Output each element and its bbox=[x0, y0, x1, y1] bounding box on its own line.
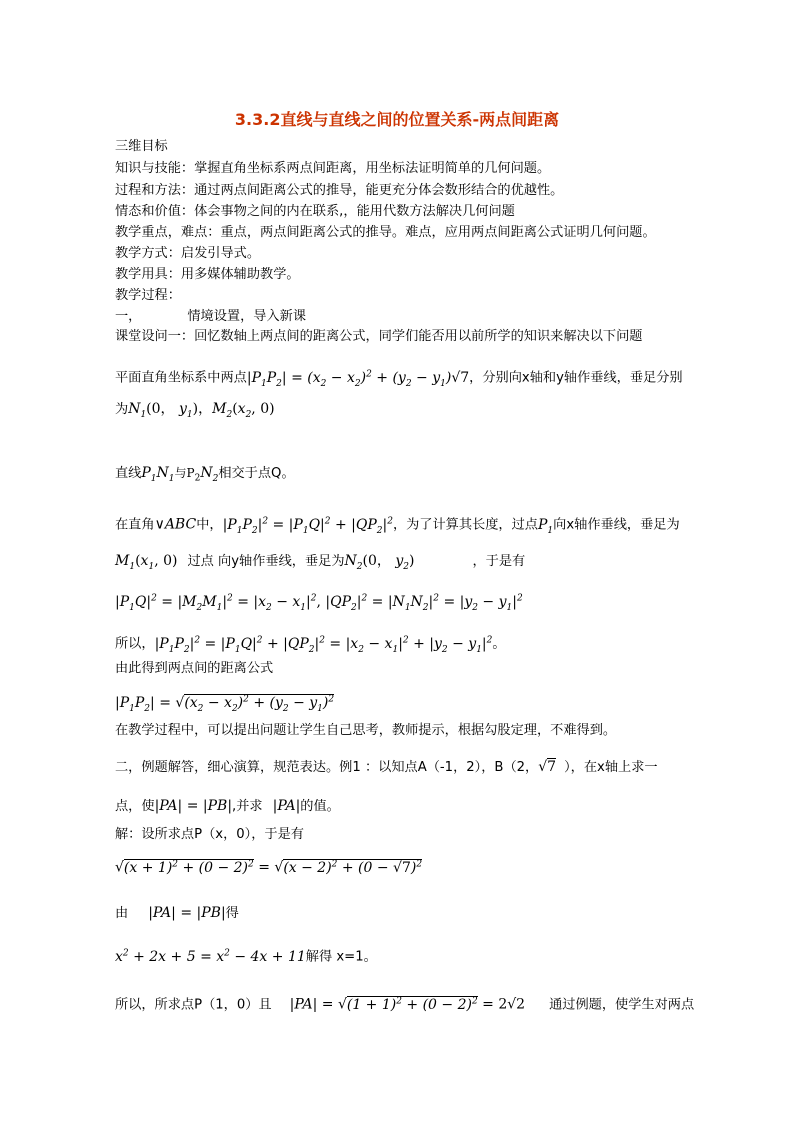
formula-p1: $P_1$ bbox=[538, 516, 554, 536]
objectives-heading: 三维目标 bbox=[115, 139, 168, 154]
formula-quadratic: $x^2 + 2x + 5 = x^2 - 4x + 11$ bbox=[115, 948, 306, 965]
feet-text: 为 bbox=[115, 402, 129, 417]
triangle-text-c: ，为了计算其长度，过点 bbox=[392, 517, 538, 533]
paragraph-by bbox=[115, 904, 239, 923]
paragraph-therefore bbox=[115, 631, 506, 658]
teaching-method: 教学方式：启发引导式。 bbox=[115, 246, 261, 261]
points-text-b: ，分别向x轴和y轴作垂线，垂足分别 bbox=[469, 370, 683, 386]
formula-segment-lengths: $|P_1Q|^2 = |M_2M_1|^2 = |x_2 - x_1|^2$, $|QP_2|^2 = |N_1N_2|^2 = |y_2 - y_1|^2$ bbox=[115, 593, 523, 613]
formula-n2: $N_2(0$， $y_2$) bbox=[344, 553, 415, 572]
knowledge-skills: 知识与技能：掌握直角坐标系两点间距离，用坐标法证明简单的几何问题。 bbox=[115, 161, 551, 176]
m1-text-a: 过点 向y轴作垂线，垂足为 bbox=[187, 554, 345, 569]
paragraph-final bbox=[115, 992, 694, 1015]
formula-distance-squared: $|P_1P_2|^2 = |P_1Q|^2 + |QP_2|^2 = |x_2 - x_1|^2 + |y_2 - y_1|^2$ bbox=[154, 635, 493, 655]
task-text-b: ,并求 bbox=[232, 799, 263, 814]
example-one bbox=[115, 758, 658, 777]
lines-text-a: 直线 bbox=[115, 466, 142, 481]
triangle-text-d: 向x轴作垂线，垂足为 bbox=[553, 517, 680, 533]
by-text-b: 得 bbox=[225, 906, 239, 921]
lines-text-b: 相交于点Q。 bbox=[218, 466, 295, 481]
solution-intro: 解：设所求点P（x，0），于是有 bbox=[115, 827, 304, 842]
distance-formula-intro: 由此得到两点间的距离公式 bbox=[115, 661, 274, 676]
key-points: 教学重点，难点：重点，两点间距离公式的推导。难点，应用两点间距离公式证明几何问题。 bbox=[115, 225, 656, 240]
question-one: 课堂设问一：回忆数轴上两点间的距离公式，同学们能否用以前所学的知识来解决以下问题 bbox=[115, 329, 643, 344]
final-text-b: 通过例题，使学生对两点 bbox=[549, 997, 695, 1013]
triangle-text-b: 中， bbox=[196, 517, 223, 533]
m1-text-b: ，于是有 bbox=[472, 554, 526, 569]
formula-p1p2-abs: $|P_1P_2| = (x_2 - x_2)^2 + (y_2 - y_1)√7$ bbox=[246, 369, 470, 389]
formula-triangle: ∨ABC bbox=[154, 516, 197, 533]
points-text-a: 平面直角坐标系中两点 bbox=[115, 370, 247, 386]
teaching-note: 在教学过程中，可以提出问题让学生自己思考，教师提示，根据勾股定理，不难得到。 bbox=[115, 723, 617, 738]
teaching-tools: 教学用具：用多媒体辅助教学。 bbox=[115, 267, 300, 282]
paragraph-solve bbox=[115, 944, 377, 967]
by-text-a: 由 bbox=[115, 906, 129, 921]
formula-equal-distances: $√(x + 1)^2 + (0 - 2)^2 = √(x - 2)^2 + (0 - √7)^2$ bbox=[115, 859, 423, 876]
task-text-c: 的值。 bbox=[300, 799, 340, 814]
section-one-heading bbox=[115, 308, 306, 326]
formula-lines: $P_1N_1$与$P_2N_2$ bbox=[141, 465, 219, 484]
formula-pa: |PA| bbox=[272, 798, 301, 814]
example-text-a: 二，例题解答，细心演算，规范表达。例1 ：以知点A（-1，2），B（2， bbox=[115, 760, 539, 775]
formula-sqrt7: √7 bbox=[538, 759, 557, 775]
section-one-title: 情境设置，导入新课 bbox=[187, 309, 307, 324]
paragraph-points bbox=[115, 365, 683, 392]
example-task bbox=[115, 797, 340, 816]
paragraph-feet bbox=[115, 400, 275, 424]
formula-n1-m2: $N_1(0$， $y_1$)，$M_2(x_2$, 0) bbox=[128, 401, 275, 420]
formula-pa-eq-pb-2: |PA| = |PB| bbox=[148, 905, 226, 921]
final-text-a: 所以，所求点P（1，0）且 bbox=[115, 997, 272, 1013]
formula-distance: $|P_1P_2| = √(x_2 - x_2)^2 + (y_2 - y_1)^2$ bbox=[115, 694, 335, 714]
section-one-number: 一， bbox=[115, 309, 142, 324]
formula-m1: $M_1(x_1$, 0) bbox=[115, 553, 178, 572]
formula-pythagoras: $|P_1P_2|^2 = |P_1Q|^2 + |QP_2|^2$ bbox=[222, 516, 393, 536]
therefore-text-a: 所以， bbox=[115, 636, 155, 652]
task-text-a: 点，使 bbox=[115, 799, 155, 814]
triangle-text-a: 在直角 bbox=[115, 517, 155, 533]
paragraph-lines bbox=[115, 464, 295, 488]
page-title: 3.3.2直线与直线之间的位置关系-两点间距离 bbox=[234, 110, 560, 129]
emotion-values: 情态和价值：体会事物之间的内在联系,，能用代数方法解决几何问题 bbox=[115, 204, 515, 219]
paragraph-triangle bbox=[115, 512, 680, 539]
solve-text: 解得 x=1。 bbox=[305, 949, 377, 965]
teaching-process: 教学过程： bbox=[115, 288, 181, 303]
formula-pa-value: $|PA| = √(1 + 1)^2 + (0 - 2)^2 = 2√2$ bbox=[289, 996, 526, 1013]
paragraph-m1 bbox=[115, 552, 525, 576]
process-methods: 过程和方法：通过两点间距离公式的推导，能更充分体会数形结合的优越性。 bbox=[115, 183, 564, 198]
example-text-b: ），在x轴上求一 bbox=[564, 760, 658, 775]
formula-pa-eq-pb: |PA| = |PB| bbox=[154, 798, 233, 814]
therefore-text-b: 。 bbox=[492, 636, 506, 652]
